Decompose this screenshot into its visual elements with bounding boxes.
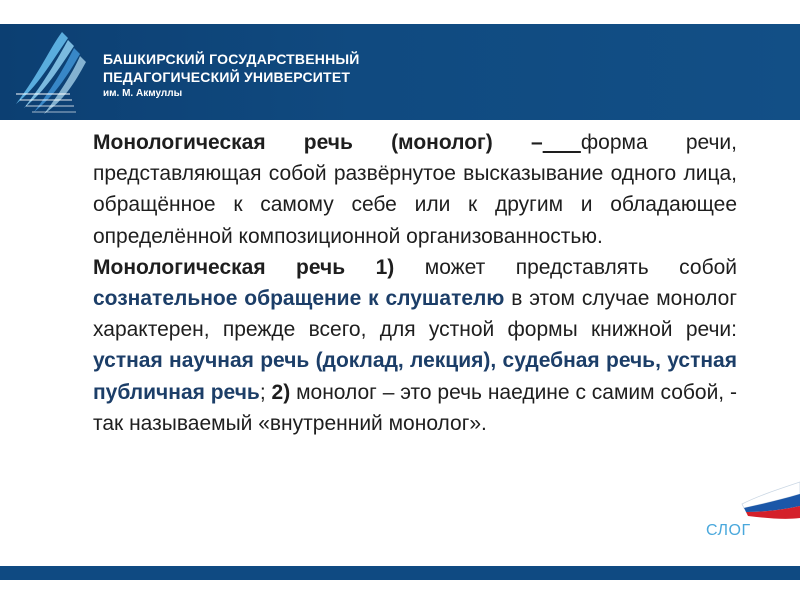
definition-paragraph — [93, 127, 737, 252]
description-text-2: в этом случае монолог характерен, прежде всего, для устной формы книжной речи: — [93, 287, 737, 342]
header-banner — [0, 24, 800, 120]
emphasis-oral-speech-types: устная научная речь (доклад, лекция), судебная речь, устная публичная речь — [93, 349, 737, 404]
footer-bar — [0, 566, 800, 580]
emphasis-conscious-address: сознательное обращение к слушателю — [93, 287, 505, 311]
university-name-line3: им. М. Акмуллы — [103, 88, 183, 99]
description-term: Монологическая речь 1) — [93, 255, 395, 279]
description-text-4: монолог – это речь наедине с самим собой, - так называемый «внутренний монолог». — [93, 380, 738, 435]
university-wing-logo-icon — [10, 24, 96, 120]
university-name-line1: БАШКИРСКИЙ ГОСУДАРСТВЕННЫЙ — [103, 51, 360, 67]
flag-icon — [740, 474, 800, 524]
description-text-3: ; — [259, 380, 272, 404]
definition-text: форма речи, представляющая собой развёрнутое высказывание одного лица, обращённое к самому себе или к другим и обладающее определённой композиционной организованностью. — [93, 131, 737, 248]
slide-body — [93, 127, 737, 439]
description-number-2: 2) — [271, 380, 291, 404]
university-name-line2: ПЕДАГОГИЧЕСКИЙ УНИВЕРСИТЕТ — [103, 69, 351, 85]
footer-label: СЛОГ — [706, 522, 751, 539]
definition-gap — [543, 131, 581, 154]
description-paragraph — [93, 252, 737, 439]
description-text-1: может представлять собой — [394, 255, 738, 279]
definition-term: Монологическая речь (монолог) – — [93, 131, 543, 154]
